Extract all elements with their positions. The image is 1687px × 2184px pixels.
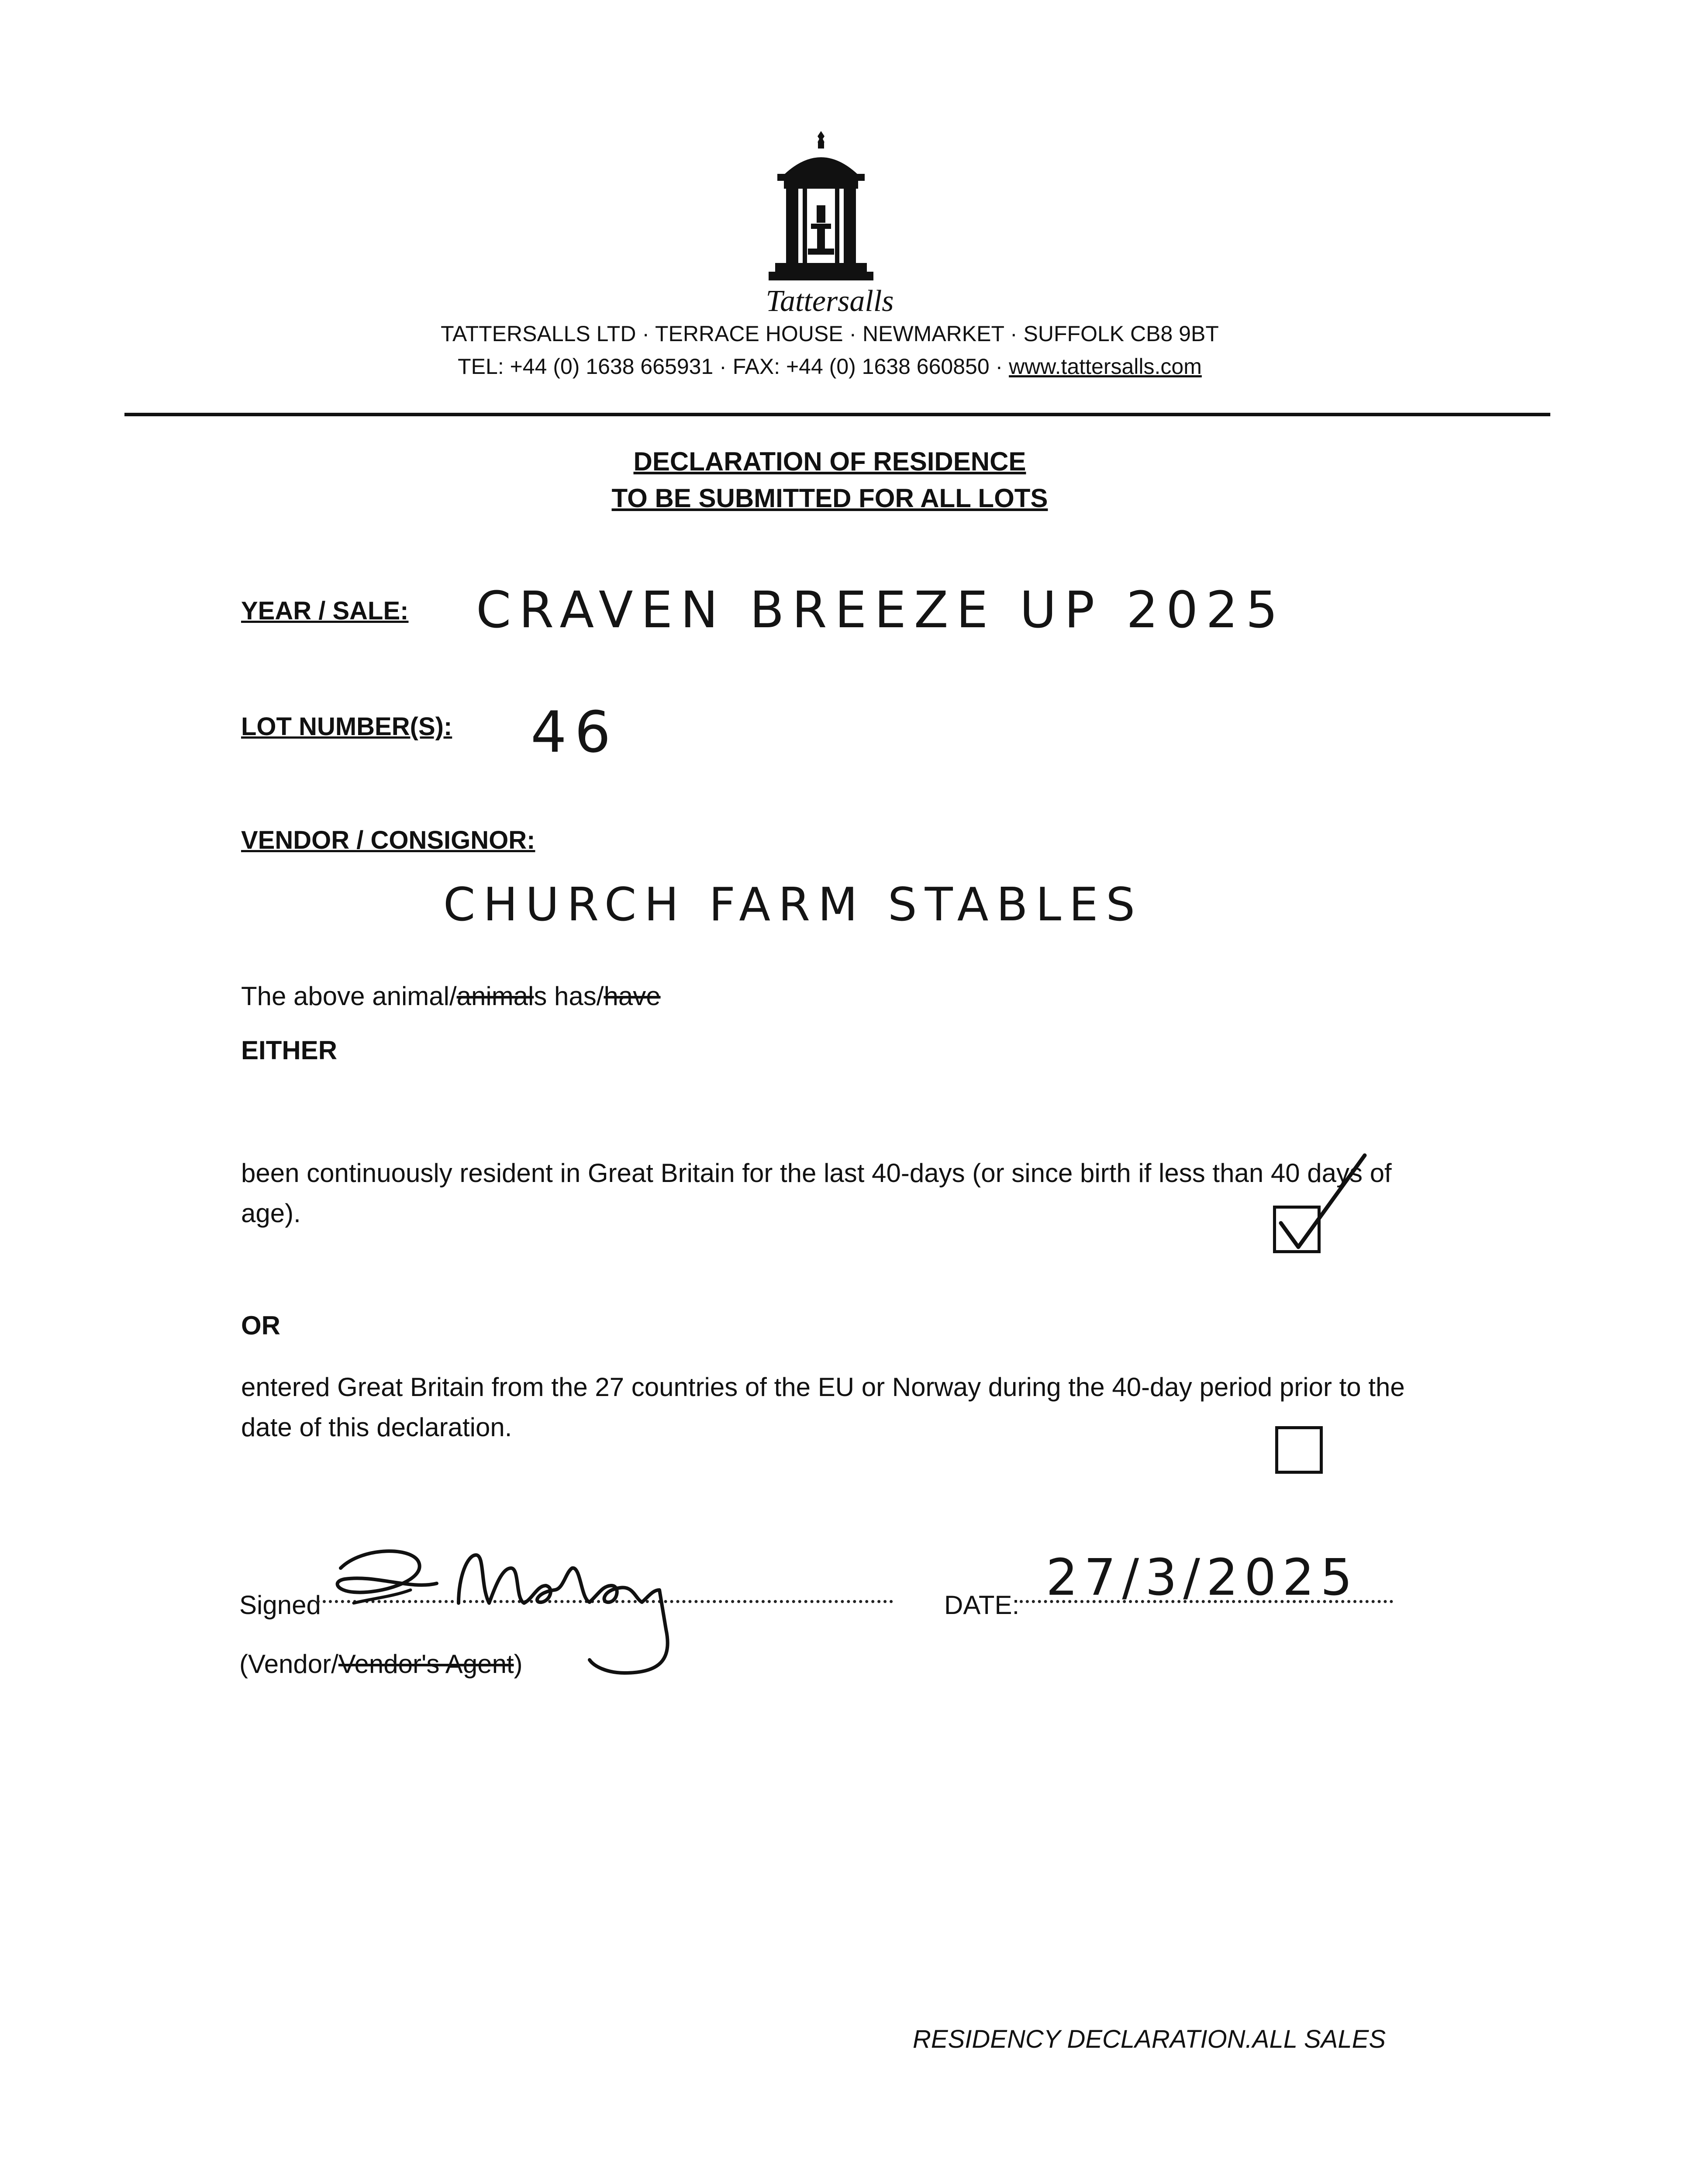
company-address: TATTERSALLS LTD · TERRACE HOUSE · NEWMARKET · SUFFOLK CB8 9BT [441,321,1219,346]
year-sale-value: CRAVEN BREEZE UP 2025 [476,581,1286,639]
animal-intro-1: The above animal/ [241,981,457,1011]
header-divider [124,413,1550,416]
document-title [437,443,1223,517]
role-prefix: (Vendor/ [239,1649,338,1679]
animal-statement [241,976,661,1016]
role-suffix: ) [514,1649,523,1679]
option-entered-checkbox[interactable] [1275,1426,1323,1474]
lot-number-label: LOT NUMBER(S): [241,712,452,741]
or-label: OR [241,1311,280,1340]
signed-label: Signed [239,1590,321,1620]
form-name-footer: RESIDENCY DECLARATION.ALL SALES [913,2025,1386,2053]
date-value: 27/3/2025 [1046,1548,1359,1607]
vendor-value: CHURCH FARM STABLES [443,878,1143,931]
company-contact [262,354,1397,379]
animal-intro-2: s has/ [534,981,604,1011]
animal-strike-1: animal [456,981,534,1011]
company-name: Tattersalls [766,284,894,318]
title-line-2: TO BE SUBMITTED FOR ALL LOTS [611,484,1048,513]
title-line-1: DECLARATION OF RESIDENCE [633,447,1026,476]
option-resident-text: been continuously resident in Great Britain for the last 40-days (or since birth if less than 40 days of age). [241,1158,1392,1228]
animal-strike-2: have [604,981,661,1011]
contact-phone-fax: TEL: +44 (0) 1638 665931 · FAX: +44 (0) 1638 660850 · [458,354,1009,379]
either-label: EITHER [241,1036,338,1065]
lot-number-value: 46 [531,699,619,765]
website-link[interactable]: www.tattersalls.com [1009,354,1202,379]
checkmark-icon [1273,1153,1369,1254]
date-label: DATE: [944,1590,1020,1620]
signer-role [239,1649,523,1679]
tattersalls-logo [766,131,876,288]
option-entered-text: entered Great Britain from the 27 countries of the EU or Norway during the 40-day period prior to the date of this declaration. [241,1372,1405,1442]
role-strike: Vendor's Agent [338,1649,514,1679]
year-sale-label: YEAR / SALE: [241,597,409,625]
vendor-label: VENDOR / CONSIGNOR: [241,826,535,854]
